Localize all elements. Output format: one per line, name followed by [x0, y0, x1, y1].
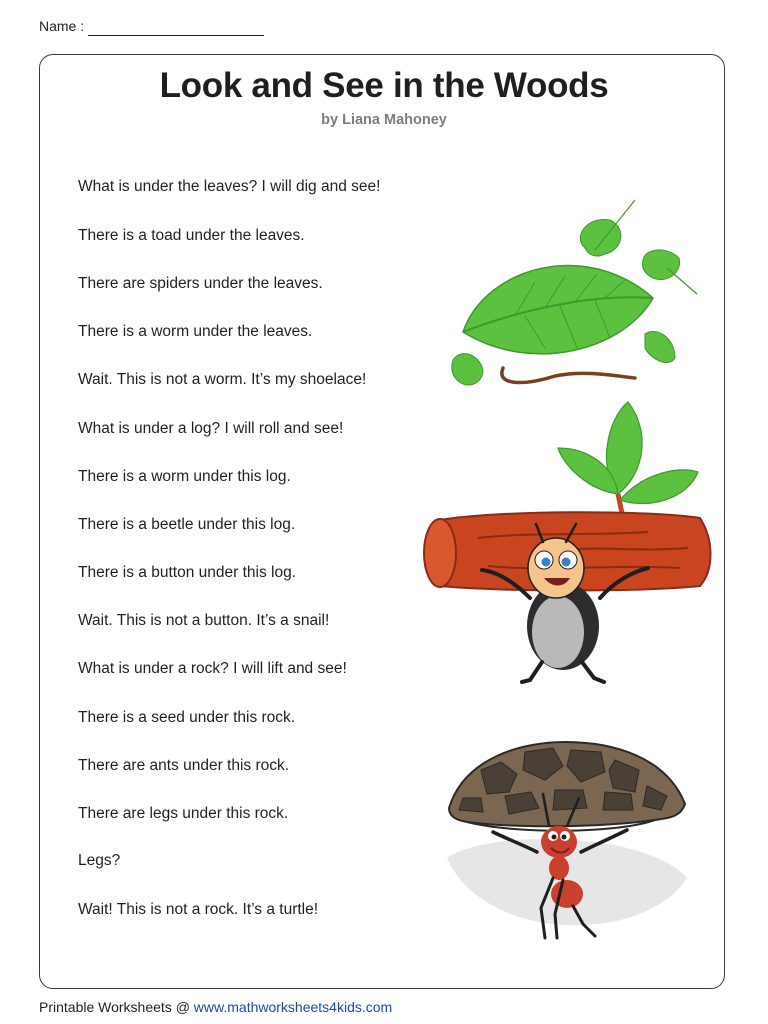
story-line: There is a button under this log. — [78, 564, 296, 581]
name-field-line[interactable] — [88, 35, 264, 36]
page-title: Look and See in the Woods — [159, 66, 609, 105]
story-line: Wait. This is not a worm. It’s my shoelace! — [78, 371, 367, 388]
small-leaf-icon — [645, 331, 675, 362]
small-leaf-icon — [642, 250, 697, 294]
big-leaf-icon — [463, 266, 653, 354]
story-line: There is a worm under the leaves. — [78, 323, 313, 340]
story-line: There is a beetle under this log. — [78, 516, 296, 533]
beetle-log-illustration — [418, 400, 714, 690]
sprout-icon — [558, 402, 698, 518]
story-line: What is under the leaves? I will dig and see! — [78, 178, 381, 195]
story-line: There is a seed under this rock. — [78, 709, 296, 726]
small-leaf-icon — [580, 200, 635, 256]
story-line: There are legs under this rock. — [78, 805, 289, 822]
author-byline: by Liana Mahoney — [321, 112, 447, 128]
footer-link[interactable]: www.mathworksheets4kids.com — [193, 999, 393, 1015]
story-line: There are ants under this rock. — [78, 757, 290, 774]
story-line: Legs? — [78, 852, 121, 869]
story-line: Wait! This is not a rock. It’s a turtle! — [78, 901, 319, 918]
leaves-illustration — [445, 198, 705, 394]
ant-turtle-illustration — [445, 738, 689, 948]
footer — [39, 999, 392, 1015]
story-line: What is under a rock? I will lift and see! — [78, 660, 347, 677]
footer-prefix: Printable Worksheets @ — [39, 999, 194, 1015]
small-leaf-icon — [452, 354, 483, 385]
turtle-shell-icon — [449, 742, 685, 831]
story-line: What is under a log? I will roll and see! — [78, 420, 344, 437]
story-line: There is a toad under the leaves. — [78, 227, 305, 244]
shoelace-icon — [502, 368, 635, 383]
name-label: Name : — [39, 18, 85, 34]
story-line: There are spiders under the leaves. — [78, 275, 323, 292]
story-line: There is a worm under this log. — [78, 468, 291, 485]
story-line: Wait. This is not a button. It’s a snail! — [78, 612, 330, 629]
